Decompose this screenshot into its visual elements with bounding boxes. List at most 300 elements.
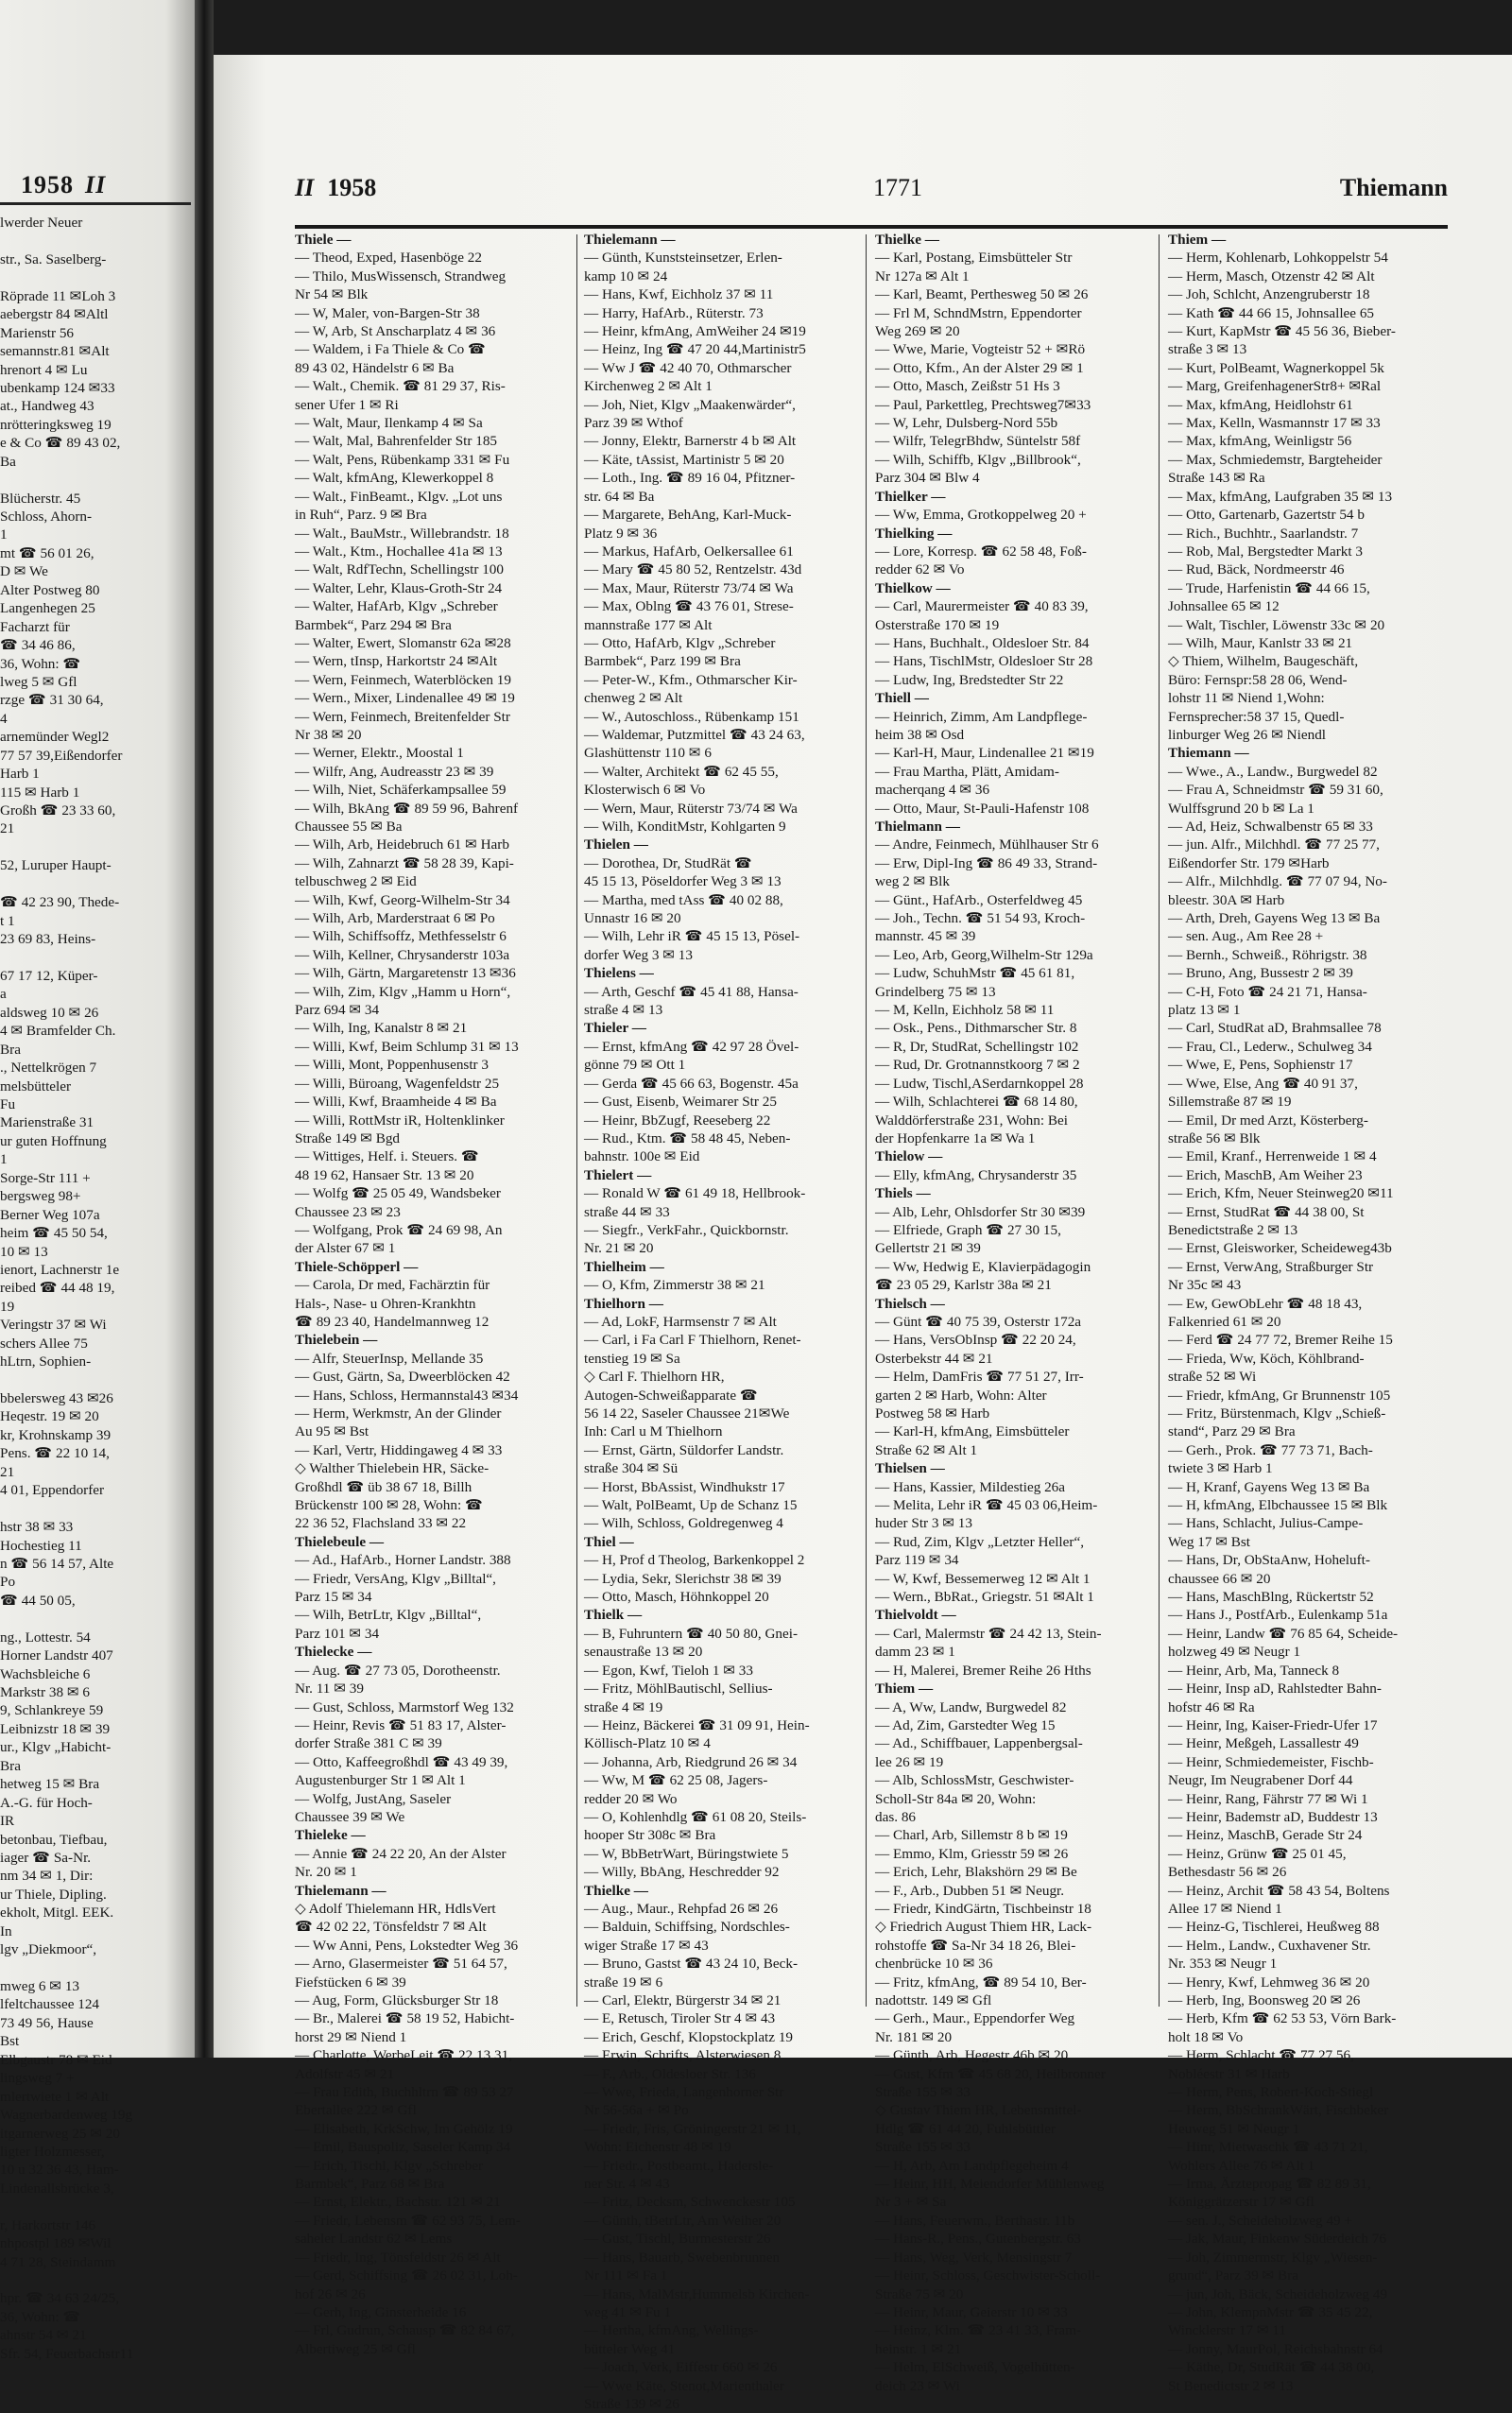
directory-entry-line: — Otto, Kaffeegroßhdl ☎ 43 49 39, [295, 1753, 508, 1770]
directory-entry-line: — Jonny, MaurPol, Reichsbahnstr 64 [1168, 2340, 1383, 2357]
directory-entry-line: der Hopfenkarre 1a ✉ Wa 1 [875, 1129, 1036, 1146]
directory-entry-line: Thiele-Schöpperl — [295, 1258, 419, 1275]
directory-entry-line: hpr. ☎ 34 63 24/25, [0, 2290, 120, 2307]
directory-entry-line [0, 838, 195, 856]
directory-entry-line: Thielemann — [584, 232, 676, 248]
directory-entry-line: Marienstr 56 [0, 324, 75, 341]
directory-entry-line: — Aug., Maur., Rehpfad 26 ✉ 26 [584, 1900, 779, 1917]
directory-entry-line: — Br., Malerei ☎ 58 19 52, Habicht- [295, 2010, 515, 2027]
directory-entry-line: Parz 15 ✉ 34 [295, 1589, 372, 1606]
directory-entry-line: Thieler — [584, 1020, 646, 1037]
directory-entry-line: — Wilh, Lehr iR ☎ 45 15 13, Pösel- [584, 928, 800, 945]
directory-entry-line: horst 29 ✉ Niend 1 [295, 2028, 407, 2045]
directory-entry-line: heim 38 ✉ Osd [875, 726, 965, 743]
directory-entry-line: — Heinr, Landw ☎ 76 85 64, Scheide- [1168, 1625, 1399, 1642]
directory-entry-line: D ✉ We [0, 563, 48, 580]
directory-entry-line: ienort, Lachnerstr 1e [0, 1261, 120, 1278]
directory-entry-line: hstr 38 ✉ 33 [0, 1519, 74, 1536]
directory-entry-line: — Otto, Maur, St-Pauli-Hafenstr 108 [875, 800, 1090, 817]
directory-entry-line: huder Str 3 ✉ 13 [875, 1515, 972, 1532]
header-rule [295, 225, 1448, 229]
directory-entry-line: Osterbekstr 44 ✉ 21 [875, 1350, 993, 1367]
directory-entry-line: — Ronald W ☎ 61 49 18, Hellbrook- [584, 1185, 806, 1202]
directory-entry-line: Nr 38 ✉ 20 [295, 726, 362, 743]
directory-entry-line: — Günt., HafArb., Osterfeldweg 45 [875, 891, 1083, 908]
directory-entry-line: der Alster 67 ✉ 1 [295, 1240, 396, 1257]
directory-entry-line: — Elfriede, Graph ☎ 27 30 15, [875, 1221, 1061, 1238]
directory-entry-line: — Wilh, Kwf, Georg-Wilhelm-Str 34 [295, 891, 510, 908]
directory-entry-line: — Hans, Feuerwm., Berthastr. 11b [875, 2212, 1075, 2229]
directory-entry-line: grund“, Parz 39 ✉ Bra [1168, 2267, 1298, 2284]
directory-entry-line: Wohn: Eichenstr 48 ✉ 19 [584, 2139, 731, 2156]
directory-entry-line: — Heinz, Bäckerei ☎ 31 09 91, Hein- [584, 1716, 810, 1733]
directory-entry-line: — Friedr, VersAng, Klgv „Billtal“, [295, 1570, 496, 1587]
directory-entry-line: — Hans, MalMstr,Hummelsb Kirchen- [584, 2285, 810, 2302]
directory-entry-line: Straße 155 ✉ 33 [875, 2139, 971, 2156]
directory-entry-line: — Gerh, Ing, Ginsterheide 16 [295, 2303, 467, 2320]
directory-entry-line: Thielert — [584, 1166, 652, 1183]
directory-entry-line: chenweg 2 ✉ Alt [584, 690, 683, 707]
directory-entry-line: damm 23 ✉ 1 [875, 1644, 955, 1661]
directory-entry-line: Straße 143 ✉ Ra [1168, 470, 1265, 487]
directory-entry-line: — Kath ☎ 44 66 15, Johnsallee 65 [1168, 304, 1375, 321]
directory-entry-line: — Ferd ☎ 24 77 72, Bremer Reihe 15 [1168, 1332, 1393, 1349]
directory-entry-line: straße 44 ✉ 33 [584, 1203, 670, 1220]
directory-entry-line: Inh: Carl u M Thielhorn [584, 1423, 723, 1440]
directory-entry-line: Thielecke — [295, 1644, 372, 1661]
directory-entry-line: lee 26 ✉ 19 [875, 1753, 944, 1770]
directory-entry-line: Benedictstraße 2 ✉ 13 [1168, 1221, 1298, 1238]
page-header [295, 174, 1448, 212]
directory-entry-line: — Willi, Kwf, Braamheide 4 ✉ Ba [295, 1094, 497, 1111]
directory-entry-line: — Max, kfmAng, Laufgraben 35 ✉ 13 [1168, 488, 1393, 505]
directory-entry-line: Glashüttenstr 110 ✉ 6 [584, 745, 712, 762]
directory-entry-line: 52, Luruper Haupt- [0, 857, 112, 874]
directory-entry-line: — Aug. ☎ 27 73 05, Dorotheenstr. [295, 1662, 501, 1679]
directory-entry-line: — O, Kohlenhdlg ☎ 61 08 20, Steils- [584, 1808, 807, 1825]
directory-entry-line: Falkenried 61 ✉ 20 [1168, 1313, 1281, 1330]
directory-entry-line: Veringstr 37 ✉ Wi [0, 1317, 107, 1334]
column-separator [576, 234, 577, 2007]
directory-entry-line: Adolfstr 45 ✉ 21 [295, 2065, 395, 2082]
directory-entry-line: Straße 139 ✉ 26 [584, 2395, 679, 2412]
directory-entry-line: chaussee 66 ✉ 20 [1168, 1570, 1271, 1587]
directory-entry-line: — Käte, tAssist, Martinistr 5 ✉ 20 [584, 451, 784, 468]
directory-entry-line: platz 13 ✉ 1 [1168, 1002, 1241, 1019]
directory-entry-line: Hochestieg 11 [0, 1537, 82, 1554]
directory-entry-line: — Joh., Techn. ☎ 51 54 93, Kroch- [875, 910, 1086, 927]
directory-entry-line: 36, Wohn: ☎ [0, 655, 81, 672]
directory-entry-line: — Herm, BbSchrankWärt, Fischbeker [1168, 2102, 1389, 2119]
directory-entry-line: St Benedictstr 2 ✉ 13 [1168, 2377, 1294, 2394]
directory-entry-line: heim ☎ 45 50 54, [0, 1225, 108, 1242]
directory-entry-line: Thiemann — [1168, 745, 1249, 762]
directory-entry-line: Ebertallee 222 ✉ Gfl [295, 2102, 417, 2119]
directory-entry-line: — Erw, Dipl-Ing ☎ 86 49 33, Strand- [875, 854, 1098, 871]
directory-entry-line: Osterstraße 170 ✉ 19 [875, 616, 1000, 633]
directory-entry-line: Straße 155 ✉ 33 [875, 2084, 971, 2101]
column-1 [295, 231, 571, 2357]
directory-entry-line: Nr 35c ✉ 43 [1168, 1277, 1242, 1294]
directory-entry-line: — Frau A, Schneidmstr ☎ 59 31 60, [1168, 782, 1383, 799]
directory-entry-line: — Hans, Bauarb, Swebenbrunnen [584, 2249, 781, 2266]
directory-entry-line: — Käthe, Dr, StudRät ☎ 44 38 00, [1168, 2359, 1375, 2376]
directory-entry-line: — O, Kfm, Zimmerstr 38 ✉ 21 [584, 1277, 765, 1294]
left-page-part: II [85, 171, 107, 198]
directory-entry-line: — Trude, Harfenistin ☎ 44 66 15, [1168, 579, 1370, 596]
directory-entry-line: r, Harkortstr 146 [0, 2216, 96, 2233]
directory-entry-line: — Walt., Ktm., Hochallee 41a ✉ 13 [295, 543, 503, 560]
directory-entry-line: Leibnizstr 18 ✉ 39 [0, 1720, 111, 1737]
directory-entry-line: aldsweg 10 ✉ 26 [0, 1004, 99, 1021]
directory-entry-line: e & Co ☎ 89 43 02, [0, 435, 121, 452]
directory-entry-line: — Wilh, Maur, Kanlstr 33 ✉ 21 [1168, 634, 1353, 651]
directory-entry-line: — Arno, Glasermeister ☎ 51 64 57, [295, 1956, 507, 1973]
directory-entry-line: ekholt, Mitgl. EEK. [0, 1905, 114, 1922]
directory-entry-line: — Emil, Dr med Arzt, Kösterberg- [1168, 1112, 1368, 1129]
directory-entry-line: telbuschweg 2 ✉ Eid [295, 873, 417, 890]
directory-entry-line: Lindenallsbrücke 3, [0, 2180, 114, 2197]
directory-entry-line: — E, Retusch, Tiroler Str 4 ✉ 43 [584, 2010, 776, 2027]
directory-entry-line: redder 20 ✉ Wo [584, 1790, 678, 1807]
directory-entry-line: — Paul, Parkettleg, Prechtsweg7✉33 [875, 396, 1091, 413]
directory-entry-line: — Wolfg, JustAng, Saseler [295, 1790, 452, 1807]
directory-entry-line: — C-H, Foto ☎ 24 21 71, Hansa- [1168, 983, 1367, 1000]
directory-entry-line: stand“, Parz 29 ✉ Bra [1168, 1423, 1296, 1440]
directory-entry-line: — Erich, Lehr, Blakshörn 29 ✉ Be [875, 1864, 1077, 1881]
directory-entry-line: n ☎ 56 14 57, Alte [0, 1555, 114, 1572]
directory-entry-line: — F., Arb., Oldesloer Str. 136 [584, 2065, 756, 2082]
left-page-header [21, 171, 191, 199]
directory-entry-line: Thielmann — [875, 819, 960, 835]
directory-entry-line: Thielking — [875, 525, 953, 542]
directory-entry-line: Johnsallee 65 ✉ 12 [1168, 598, 1280, 615]
directory-entry-line: — Ernst, Gärtn, Süldorfer Landstr. [584, 1441, 784, 1458]
directory-entry-line: Blücherstr. 45 [0, 490, 81, 507]
directory-entry-line: mannstraße 177 ✉ Alt [584, 616, 713, 633]
directory-entry-line: — Wwe, Frieda, Langenhorner Str [584, 2084, 784, 2101]
header-year: 1958 [327, 174, 377, 201]
directory-entry-line: — Walt, PolBeamt, Up de Schanz 15 [584, 1497, 798, 1514]
directory-entry-line: 115 ✉ Harb 1 [0, 784, 80, 801]
directory-entry-line: — Ww, M ☎ 62 25 08, Jagers- [584, 1772, 768, 1789]
directory-entry-line: — Otto, Gartenarb, Gazertstr 54 b [1168, 507, 1365, 524]
column-2 [584, 231, 860, 2412]
left-header-rule [0, 202, 191, 205]
directory-entry-line: Nr 56-56a + ✉ Po [584, 2102, 689, 2119]
directory-entry-line: — Hans-R., Pens., Gutenbergstr. 63 [875, 2231, 1081, 2248]
directory-entry-line: — Hans J., PostfArb., Eulenkamp 51a [1168, 1607, 1388, 1624]
directory-entry-line: — Walt, RdfTechn, Schellingstr 100 [295, 561, 504, 578]
directory-entry-line: — W, Kwf, Bessemerweg 12 ✉ Alt 1 [875, 1570, 1091, 1587]
directory-entry-line: — Heinr, Schloss, Geschwister-Scholl- [875, 2267, 1101, 2284]
directory-entry-line: 19 [0, 1298, 15, 1315]
directory-entry-line: — Wilh, Arb, Marderstraat 6 ✉ Po [295, 910, 495, 927]
directory-entry-line: Markstr 38 ✉ 6 [0, 1684, 90, 1700]
directory-entry-line: Horner Landstr 407 [0, 1647, 113, 1664]
directory-entry-line: ng., Lottestr. 54 [0, 1629, 91, 1646]
directory-entry-line: Großh ☎ 23 33 60, [0, 802, 116, 819]
directory-entry-line: — Wilh, Gärtn, Margaretenstr 13 ✉36 [295, 965, 516, 982]
directory-entry-line: hof 26 ✉ 26 [295, 2285, 366, 2302]
directory-entry-line: lingsweg 7 + [0, 2070, 75, 2087]
directory-entry-line: Augustenburger Str 1 ✉ Alt 1 [295, 1772, 466, 1789]
directory-entry-line [0, 875, 195, 893]
directory-entry-line: — Joh, Niet, Klgv „Maakenwärder“, [584, 396, 796, 413]
directory-entry-line: Heuweg 51 ✉ Neugr 1 [1168, 2120, 1300, 2137]
directory-entry-line: Parz 119 ✉ 34 [875, 1552, 959, 1569]
directory-entry-line: — Ad, Heiz, Schwalbenstr 65 ✉ 33 [1168, 819, 1373, 835]
directory-entry-line: Sorge-Str 111 + [0, 1169, 91, 1186]
directory-entry-line: Thielsch — [875, 1295, 945, 1312]
directory-entry-line: — Heinr, Rang, Fährstr 77 ✉ Wi 1 [1168, 1790, 1368, 1807]
directory-entry-line: Nr. 20 ✉ 1 [295, 1864, 357, 1881]
directory-entry-line: ur guten Hoffnung [0, 1132, 107, 1149]
directory-entry-line: — Kurt, KapMstr ☎ 45 56 36, Bieber- [1168, 323, 1396, 340]
directory-entry-line: — Gerh., Prok. ☎ 77 73 71, Bach- [1168, 1441, 1373, 1458]
directory-entry-line: Po [0, 1574, 16, 1591]
directory-entry-line: melsbütteler [0, 1077, 72, 1094]
directory-entry-line: — Heinr, Maur, Geierstr 10 ✉ 33 [875, 2303, 1068, 2320]
directory-entry-line: — Markus, HafArb, Oelkersallee 61 [584, 543, 794, 560]
directory-entry-line: Brückenstr 100 ✉ 28, Wohn: ☎ [295, 1497, 483, 1514]
directory-entry-line: — John, KlempnMstr ☎ 35 45 22, [1168, 2303, 1373, 2320]
directory-entry-line: 21 [0, 1463, 15, 1480]
directory-entry-line: itgarnerweg 25 ✉ 20 [0, 2125, 121, 2142]
directory-entry-line: — Alfr., Milchhdlg. ☎ 77 07 94, No- [1168, 873, 1387, 890]
directory-entry-line: — Walt, Pens, Rübenkamp 331 ✉ Fu [295, 451, 510, 468]
directory-entry-line [0, 1371, 195, 1389]
directory-entry-line: — W, Arb, St Anscharplatz 4 ✉ 36 [295, 323, 496, 340]
directory-entry-line: straße 56 ✉ Blk [1168, 1129, 1261, 1146]
directory-entry-line: Nr. 21 ✉ 20 [584, 1240, 654, 1257]
directory-entry-line: Parz 39 ✉ Wthof [584, 415, 683, 432]
directory-entry-line: — Kurt, PolBeamt, Wagnerkoppel 5k [1168, 359, 1384, 376]
directory-entry-line: — Heinz, Ing ☎ 47 20 44,Martinistr5 [584, 341, 806, 358]
directory-entry-line: — Helm, DamFris ☎ 77 51 27, Irr- [875, 1369, 1084, 1386]
directory-entry-line: Unnastr 16 ✉ 20 [584, 910, 681, 927]
directory-entry-line: str., Sa. Saselberg- [0, 250, 107, 267]
directory-entry-line: Wincklerstr 17 ✉ 11 [1168, 2322, 1287, 2339]
directory-entry-line: a [0, 986, 7, 1003]
directory-entry-line: — Frau, Cl., Lederw., Schulweg 34 [1168, 1038, 1372, 1055]
directory-entry-line: — Heinr, Meßgeh, Lassallestr 49 [1168, 1735, 1359, 1752]
directory-entry-line: — Frau Edith, Buchhltrn ☎ 89 53 27 [295, 2084, 514, 2101]
directory-entry-line: — Helm, ElSchweiß, Vogelhütten- [875, 2359, 1075, 2376]
directory-entry-line: — Wilh, Schiffsoffz, Methfesselstr 6 [295, 928, 507, 945]
directory-entry-line: Büro: Fernspr:58 28 06, Wend- [1168, 671, 1348, 688]
directory-entry-line: Thiel — [584, 1533, 634, 1550]
directory-entry-line: — Ernst, Elektr., Bachstr. 121 ✉ 21 [295, 2194, 501, 2211]
directory-entry-line: — Walter, Lehr, Klaus-Groth-Str 24 [295, 579, 503, 596]
directory-entry-line: — Frieda, Ww, Köch, Köhlbrand- [1168, 1350, 1365, 1367]
directory-entry-line: — Heinz, Grünw ☎ 25 01 45, [1168, 1845, 1347, 1862]
directory-entry-line: Königgrätzerstr 17 ✉ Gfl [1168, 2194, 1314, 2211]
directory-entry-line: — Elisabeth, KrkSchw, Im Gehölz 19 [295, 2120, 513, 2137]
directory-entry-line: — Otto, Masch, Zeißstr 51 Hs 3 [875, 378, 1060, 395]
directory-entry-line: 1 [0, 526, 8, 543]
directory-entry-line: — Max, kfmAng, Heidlohstr 61 [1168, 396, 1353, 413]
directory-entry-line: betonbau, Tiefbau, [0, 1831, 108, 1848]
directory-entry-line: Sfr. 54, Feuerbachstr11 [0, 2345, 134, 2362]
directory-entry-line: — Martha, med tAss ☎ 40 02 88, [584, 891, 783, 908]
directory-entry-line: — Joh, Schlcht, Anzengruberstr 18 [1168, 286, 1370, 303]
directory-entry-line: — Ww, Emma, Grotkoppelweg 20 + [875, 507, 1087, 524]
directory-entry-line [0, 1959, 195, 1977]
directory-entry-line: heinstr. 1 ✉ 21 [875, 2340, 962, 2357]
directory-entry-line: Bethesdastr 56 ✉ 26 [1168, 1864, 1287, 1881]
directory-entry-line: — W, Lehr, Dulsberg-Nord 55b [875, 415, 1058, 432]
directory-entry-line: holt 18 ✉ Vo [1168, 2028, 1244, 2045]
directory-entry-line: — Herm, Masch, Otzenstr 42 ✉ Alt [1168, 267, 1375, 284]
directory-entry-line: — Fritz, MöhlBautischl, Sellius- [584, 1680, 773, 1698]
directory-entry-line: — Wilh, BetrLtr, Klgv „Billtal“, [295, 1607, 482, 1624]
directory-entry-line: dorfer Weg 3 ✉ 13 [584, 946, 693, 963]
column-3 [875, 231, 1151, 2394]
directory-entry-line [0, 1610, 195, 1628]
directory-entry-line: straße 4 ✉ 19 [584, 1698, 663, 1715]
directory-entry-line: ◇ Gustav Thiem HR, Lebensmittel- [875, 2102, 1082, 2119]
directory-entry-line: 67 17 12, Küper- [0, 967, 98, 984]
directory-entry-line [0, 2198, 195, 2215]
directory-entry-line: Nr. 353 ✉ Neugr 1 [1168, 1956, 1278, 1973]
directory-entry-line: — Otto, Kfm., An der Alster 29 ✉ 1 [875, 359, 1084, 376]
directory-entry-line: — Waldem, i Fa Thiele & Co ☎ [295, 341, 486, 358]
directory-entry-line: Chaussee 23 ✉ 23 [295, 1203, 401, 1220]
left-page-fragment [0, 0, 195, 2362]
directory-entry-line: — Heinr, Ing, Kaiser-Friedr-Ufer 17 [1168, 1716, 1378, 1733]
directory-entry-line: — Hans, Schloss, Hermannstal43 ✉34 [295, 1387, 519, 1404]
directory-entry-line: 23 69 83, Heins- [0, 931, 96, 948]
directory-entry-line: — Ernst, kfmAng ☎ 42 97 28 Övel- [584, 1038, 799, 1055]
directory-entry-line: — Wwe, Marie, Vogteistr 52 + ✉Rö [875, 341, 1086, 358]
directory-entry-line: — Helm., Landw., Cuxhavener Str. [1168, 1937, 1371, 1954]
directory-entry-line: — Carl, Elektr, Bürgerstr 34 ✉ 21 [584, 1992, 782, 2008]
directory-entry-line: Bst [0, 2033, 20, 2050]
directory-entry-line: — Wern, Feinmech, Waterblöcken 19 [295, 671, 511, 688]
directory-entry-line: — Karl, Vertr, Hiddingaweg 4 ✉ 33 [295, 1441, 503, 1458]
directory-entry-line: Thielow — [875, 1148, 943, 1165]
directory-entry-line: — Werner, Elektr., Moostal 1 [295, 745, 464, 762]
directory-entry-line: nadottstr. 149 ✉ Gfl [875, 1992, 992, 2008]
directory-entry-line: 45 15 13, Pöseldorfer Weg 3 ✉ 13 [584, 873, 782, 890]
directory-entry-line: — jun. Alfr., Milchhdl. ☎ 77 25 77, [1168, 836, 1380, 853]
directory-entry-line: Eißendorfer Str. 179 ✉Harb [1168, 854, 1330, 871]
directory-entry-line: — Jonny, Elektr, Barnerstr 4 b ✉ Alt [584, 433, 797, 450]
directory-entry-line: Thiem — [875, 1680, 934, 1698]
directory-entry-line: Thiels — [875, 1185, 931, 1202]
directory-entry-line: — Walt., BauMstr., Willebrandstr. 18 [295, 525, 509, 542]
directory-entry-line: Gellertstr 21 ✉ 39 [875, 1240, 981, 1257]
directory-entry-line [0, 949, 195, 967]
directory-entry-line: — Alfr, SteuerInsp, Mellande 35 [295, 1350, 484, 1367]
directory-entry-line: Sillemstraße 87 ✉ 19 [1168, 1094, 1292, 1111]
directory-entry-line: — Emmo, Klm, Griesstr 59 ✉ 26 [875, 1845, 1069, 1862]
directory-entry-line: Wachsbleiche 6 [0, 1665, 91, 1682]
directory-entry-line: — Wern, tInsp, Harkortstr 24 ✉Alt [295, 653, 498, 670]
directory-entry-line: — Wilfr, TelegrBhdw, Süntelstr 58f [875, 433, 1081, 450]
directory-entry-line: straße 19 ✉ 6 [584, 1973, 663, 1991]
directory-entry-line: Marienstraße 31 [0, 1114, 94, 1131]
directory-entry-line: Nr 111 ✉ Fa 1 [584, 2267, 668, 2284]
directory-entry-line: — jun, Joh, Bäck, Scheideholzweg 49 [1168, 2285, 1387, 2302]
directory-entry-line: — Herm, Pens, Robert-Koch-Stiegl [1168, 2084, 1374, 2101]
directory-entry-line: — Walter, Ewert, Slomanstr 62a ✉28 [295, 634, 511, 651]
directory-entry-line: 4 [0, 710, 8, 727]
directory-entry-line: 36, Wohn: ☎ [0, 2308, 81, 2325]
directory-entry-line: — sen. Aug., Am Ree 28 + [1168, 928, 1324, 945]
directory-entry-line: nm 34 ✉ 1, Dir: [0, 1868, 94, 1885]
directory-entry-line: — Loth., Ing. ☎ 89 16 04, Pfitzner- [584, 470, 796, 487]
directory-entry-line: Barmbek“, Parz 294 ✉ Bra [295, 616, 452, 633]
directory-entry-line: — H, Malerei, Bremer Reihe 26 Hths [875, 1662, 1091, 1679]
directory-entry-line: — Wilh, BkAng ☎ 89 59 96, Bahrenf [295, 800, 519, 817]
column-separator [866, 234, 867, 2007]
directory-entry-line: — Wilh, Ing, Kanalstr 8 ✉ 21 [295, 1020, 468, 1037]
directory-entry-line: — Wilh, Zahnarzt ☎ 58 28 39, Kapi- [295, 854, 514, 871]
running-head: Thiemann [1339, 174, 1448, 201]
directory-entry-line: nrötteringksweg 19 [0, 416, 112, 433]
directory-entry-line: — Carl, i Fa Carl F Thielhorn, Renet- [584, 1332, 801, 1349]
directory-entry-line: mweg 6 ✉ 13 [0, 1978, 80, 1994]
directory-entry-line: 21 [0, 820, 15, 837]
directory-entry-line: — Karl-H, kfmAng, Eimsbütteler [875, 1423, 1070, 1440]
directory-entry-line: — Otto, HafArb, Klgv „Schreber [584, 634, 776, 651]
directory-entry-line: bleestr. 30A ✉ Harb [1168, 891, 1285, 908]
directory-entry-line: 10 ✉ 13 [0, 1243, 48, 1260]
directory-entry-line: — Wilh, Schloss, Goldregenweg 4 [584, 1515, 783, 1532]
directory-entry-line: 89 43 02, Händelstr 6 ✉ Ba [295, 359, 455, 376]
directory-entry-line: — Heinz-G, Tischlerei, Heußweg 88 [1168, 1919, 1380, 1936]
directory-entry-line: — Ludw, Tischl,ASerdarnkoppel 28 [875, 1075, 1084, 1092]
directory-entry-line: chenbrücke 10 ✉ 36 [875, 1956, 993, 1973]
directory-entry-line: — Wilh, Kellner, Chrysanderstr 103a [295, 946, 510, 963]
directory-entry-line: — Waldemar, Putzmittel ☎ 43 24 63, [584, 726, 805, 743]
directory-entry-line: — Friedr, kfmAng, Gr Brunnenstr 105 [1168, 1387, 1391, 1404]
directory-entry-line: — Henry, Kwf, Lehmweg 36 ✉ 20 [1168, 1973, 1370, 1991]
directory-entry-line: Thielker — [875, 488, 946, 505]
directory-entry-line: Platz 9 ✉ 36 [584, 525, 658, 542]
directory-entry-line: — Heinr, Bademstr aD, Buddestr 13 [1168, 1808, 1378, 1825]
directory-entry-line: — Wittiges, Helf. i. Steuers. ☎ [295, 1148, 479, 1165]
directory-entry-line: Wohlers Allee 76 ✉ Alt 1 [1168, 2157, 1315, 2174]
directory-entry-line: Köllisch-Platz 10 ✉ 4 [584, 1735, 711, 1752]
directory-entry-line: — Heinz, Klm. ☎ 23 41 33, Fram- [875, 2322, 1082, 2339]
directory-entry-line: Albertiweg 25 ✉ Gfl [295, 2340, 416, 2357]
directory-entry-line: — Annie ☎ 24 22 20, An der Alster [295, 1845, 507, 1862]
directory-entry-line: Allee 17 ✉ Niend 1 [1168, 1900, 1282, 1917]
directory-entry-line: bütteler Weg 41 [584, 2340, 676, 2357]
directory-entry-line: — Wwe Käte, Stenot,Marienthaler [584, 2377, 784, 2394]
directory-entry-line: — Rud, Dr. Grotnannstkoorg 7 ✉ 2 [875, 1057, 1080, 1074]
directory-entry-line: — Heinz, MaschB, Gerade Str 24 [1168, 1827, 1363, 1844]
directory-entry-line: t 1 [0, 912, 15, 929]
directory-entry-line: — Horst, BbAssist, Windhukstr 17 [584, 1478, 785, 1495]
directory-entry-line: — Bernh., Schweiß., Röhrigstr. 38 [1168, 946, 1367, 963]
directory-entry-line: macherqang 4 ✉ 36 [875, 782, 990, 799]
directory-entry-line: 1 [0, 1151, 8, 1168]
directory-entry-line: Barmbek“, Parz 199 ✉ Bra [584, 653, 741, 670]
directory-entry-line: — Heinr, Insp aD, Rahlstedter Bahn- [1168, 1680, 1382, 1698]
directory-entry-line: — Gerh., Maur., Eppendorfer Weg [875, 2010, 1075, 2027]
directory-entry-line: Kirchenweg 2 ✉ Alt 1 [584, 378, 713, 395]
directory-entry-line: Bra [0, 1041, 21, 1058]
directory-entry-line: Nr. 181 ✉ 20 [875, 2028, 953, 2045]
directory-entry-line: — Rob, Mal, Bergstedter Markt 3 [1168, 543, 1363, 560]
directory-entry-line: — Wolfgang, Prok ☎ 24 69 98, An [295, 1221, 503, 1238]
directory-entry-line: Nr. 11 ✉ 39 [295, 1680, 364, 1698]
directory-entry-line: ◇ Thiem, Wilhelm, Baugeschäft, [1168, 653, 1359, 670]
